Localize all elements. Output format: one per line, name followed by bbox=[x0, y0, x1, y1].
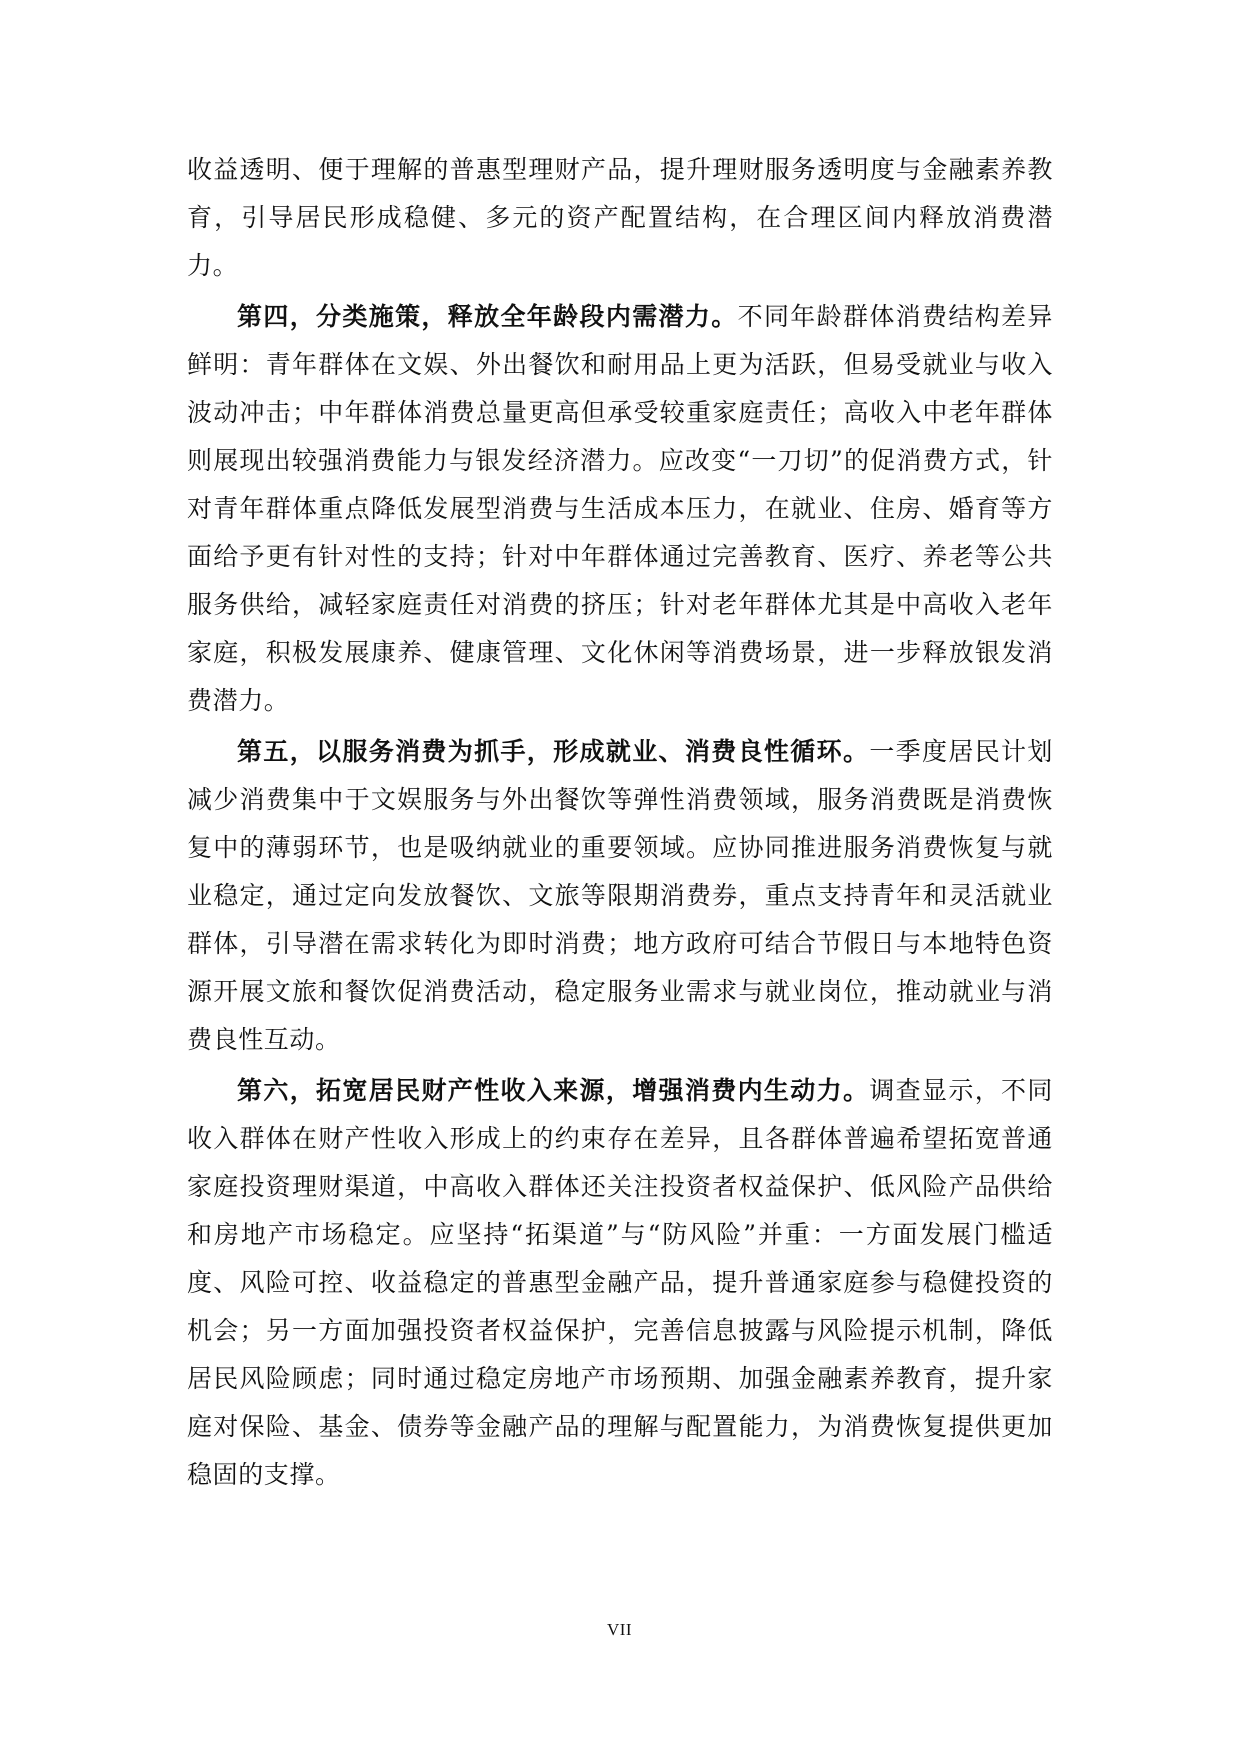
paragraph-sixth-measure bbox=[187, 1067, 1053, 1499]
paragraph-text: 一季度居民计划减少消费集中于文娱服务与外出餐饮等弹性消费领域，服务消费既是消费恢复中的薄弱环节，也是吸纳就业的重要领域。应协同推进服务消费恢复与就业稳定，通过定向发放餐饮、文旅等限期消费券，重点支持青年和灵活就业群体，引导潜在需求转化为即时消费；地方政府可结合节假日与本地特色资源开展文旅和餐饮促消费活动，稳定服务业需求与就业岗位，推动就业与消费良性互动。 bbox=[187, 737, 1054, 1054]
document-body bbox=[187, 146, 1053, 1499]
paragraph-text: 调查显示，不同收入群体在财产性收入形成上的约束存在差异，且各群体普遍希望拓宽普通家庭投资理财渠道，中高收入群体还关注投资者权益保护、低风险产品供给和房地产市场稳定。应坚持“拓渠道”与“防风险”并重：一方面发展门槛适度、风险可控、收益稳定的普惠型金融产品，提升普通家庭参与稳健投资的机会；另一方面加强投资者权益保护，完善信息披露与风险提示机制，降低居民风险顾虑；同时通过稳定房地产市场预期、加强金融素养教育，提升家庭对保险、基金、债券等金融产品的理解与配置能力，为消费恢复提供更加稳固的支撑。 bbox=[187, 1076, 1054, 1489]
paragraph-text: 收益透明、便于理解的普惠型理财产品，提升理财服务透明度与金融素养教育，引导居民形成稳健、多元的资产配置结构，在合理区间内释放消费潜力。 bbox=[187, 155, 1053, 280]
paragraph-continuation bbox=[187, 146, 1053, 290]
paragraph-heading: 第四，分类施策，释放全年龄段内需潜力。 bbox=[237, 302, 738, 331]
paragraph-fourth-measure bbox=[187, 293, 1053, 725]
paragraph-heading: 第六，拓宽居民财产性收入来源，增强消费内生动力。 bbox=[237, 1076, 870, 1105]
paragraph-fifth-measure bbox=[187, 728, 1053, 1064]
paragraph-heading: 第五，以服务消费为抓手，形成就业、消费良性循环。 bbox=[237, 737, 870, 766]
page-number: VII bbox=[606, 1620, 633, 1639]
paragraph-text: 不同年龄群体消费结构差异鲜明：青年群体在文娱、外出餐饮和耐用品上更为活跃，但易受就业与收入波动冲击；中年群体消费总量更高但承受较重家庭责任；高收入中老年群体则展现出较强消费能力与银发经济潜力。应改变“一刀切”的促消费方式，针对青年群体重点降低发展型消费与生活成本压力，在就业、住房、婚育等方面给予更有针对性的支持；针对中年群体通过完善教育、医疗、养老等公共服务供给，减轻家庭责任对消费的挤压；针对老年群体尤其是中高收入老年家庭，积极发展康养、健康管理、文化休闲等消费场景，进一步释放银发消费潜力。 bbox=[187, 302, 1054, 715]
